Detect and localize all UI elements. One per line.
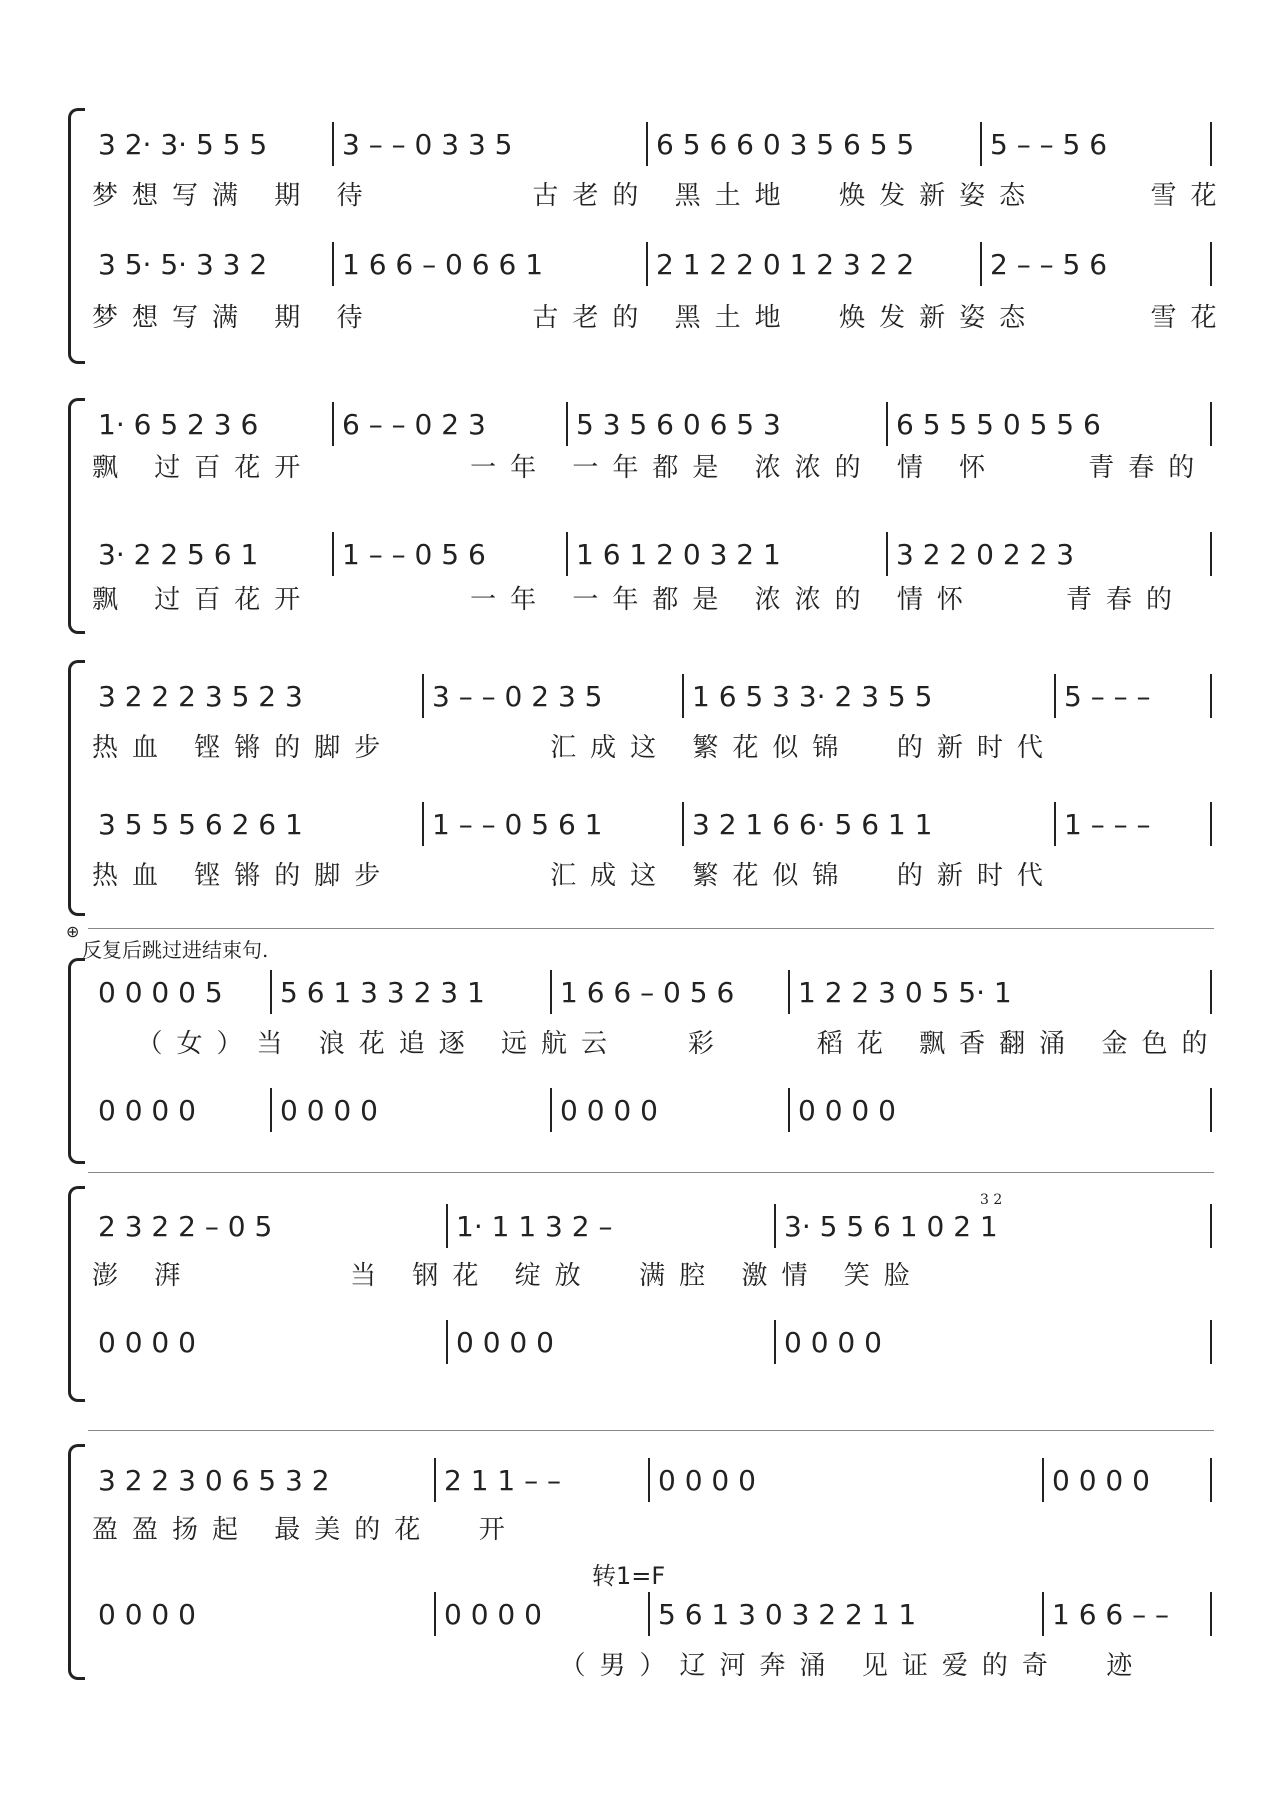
- notes: 6 – – 0 2 3: [342, 408, 486, 441]
- notes: 0 0 0 0: [456, 1326, 554, 1359]
- notes: 3 5 5 5 6 2 6 1: [98, 808, 303, 841]
- measure: [890, 398, 1190, 452]
- barline: [788, 1088, 790, 1132]
- voice-2-notes: [92, 528, 1214, 582]
- voice-2-lyrics: 梦想写满 期 待 古老的 黑土地 焕发新姿态 雪花: [92, 303, 1231, 333]
- voice-1-lyrics: 盈盈扬起 最美的花 开: [92, 1515, 519, 1545]
- notes: 0 0 0 0: [798, 1094, 896, 1127]
- voice-1-lyrics: 梦想写满 期 待 古老的 黑土地 焕发新姿态 雪花: [92, 181, 1231, 211]
- measure: [792, 1084, 1052, 1138]
- barline: [332, 532, 334, 576]
- voice-2-notes: [92, 798, 1214, 852]
- measure: [1058, 670, 1208, 724]
- measure: [686, 798, 1046, 852]
- notes: 1 6 5 3 3· 2 3 5 5: [692, 680, 933, 713]
- measure: [92, 1588, 372, 1642]
- notes: 3 2 2 2 3 5 2 3: [98, 680, 303, 713]
- separator-line: [88, 1430, 1214, 1431]
- voice-1-notes: [92, 1454, 1214, 1508]
- barline: [1210, 1592, 1212, 1636]
- notes: 3 5· 5· 3 3 2: [98, 248, 268, 281]
- measure: [778, 1316, 1078, 1370]
- barline: [550, 1088, 552, 1132]
- notes: 3 2 1 6 6· 5 6 1 1: [692, 808, 933, 841]
- notes: 1 2 2 3 0 5 5· 1: [798, 976, 1012, 1009]
- measure: [652, 1454, 932, 1508]
- system-3: [64, 650, 1214, 920]
- measure: [984, 118, 1184, 172]
- barline: [1210, 970, 1212, 1014]
- voice-1-notes: [92, 118, 1214, 172]
- notes: 0 0 0 0 5: [98, 976, 223, 1009]
- system-brace: [68, 108, 85, 364]
- measure: [450, 1200, 730, 1254]
- system-5: [64, 1166, 1214, 1416]
- measure: [438, 1454, 618, 1508]
- barline: [682, 802, 684, 846]
- notes: 0 0 0 0: [560, 1094, 658, 1127]
- system-4: [64, 922, 1222, 1172]
- measure: [336, 528, 576, 582]
- notes: 3 2 2 3 0 6 5 3 2: [98, 1464, 330, 1497]
- notes: 2 1 1 – –: [444, 1464, 562, 1497]
- system-1: [64, 98, 1231, 368]
- grace-notes: 3 2: [980, 1192, 1003, 1208]
- voice-2-lyrics: 热血 铿锵的脚步 汇成这 繁花似锦 的新时代: [92, 861, 1057, 891]
- measure: [92, 798, 412, 852]
- voice-1-notes: [92, 670, 1214, 724]
- notes: 2 – – 5 6: [990, 248, 1108, 281]
- barline: [980, 122, 982, 166]
- notes: 3· 5 5 6 1 0 2 1: [784, 1210, 998, 1243]
- measure: [336, 238, 636, 292]
- measure: [336, 398, 576, 452]
- notes: 1 6 6 – 0 6 6 1: [342, 248, 544, 281]
- measure: [1046, 1588, 1206, 1642]
- barline: [422, 674, 424, 718]
- measure: [92, 1084, 262, 1138]
- voice-1-lyrics: 澎 湃 当 钢花 绽放 满腔 激情 笑脸: [92, 1261, 924, 1291]
- barline: [1054, 802, 1056, 846]
- notes: 6 5 6 6 0 3 5 6 5 5: [656, 128, 915, 161]
- notes: 0 0 0 0: [280, 1094, 378, 1127]
- measure: [426, 670, 676, 724]
- barline: [434, 1592, 436, 1636]
- voice-1-notes: [92, 1200, 1214, 1254]
- barline: [566, 532, 568, 576]
- barline: [886, 402, 888, 446]
- system-brace: [68, 1444, 85, 1680]
- voice-1-notes: [92, 966, 1214, 1020]
- barline: [1210, 532, 1212, 576]
- measure: [792, 966, 1092, 1020]
- measure: [890, 528, 1190, 582]
- measure: [570, 528, 870, 582]
- measure: [92, 1454, 412, 1508]
- notes: 2 3 2 2 – 0 5: [98, 1210, 273, 1243]
- notes: 0 0 0 0: [784, 1326, 882, 1359]
- barline: [1210, 1204, 1212, 1248]
- notes: 3· 2 2 5 6 1: [98, 538, 259, 571]
- barline: [550, 970, 552, 1014]
- voice-1-notes: [92, 398, 1214, 452]
- barline: [332, 242, 334, 286]
- barline: [1054, 674, 1056, 718]
- barline: [1210, 674, 1212, 718]
- measure: [92, 238, 332, 292]
- measure: [92, 118, 332, 172]
- voice-1-lyrics: （女）当 浪花追逐 远航云 彩 稻花 飘香翻涌 金色的: [92, 1029, 1222, 1059]
- notes: 1· 6 5 2 3 6: [98, 408, 259, 441]
- barline: [332, 122, 334, 166]
- notes: 2 1 2 2 0 1 2 3 2 2: [656, 248, 915, 281]
- barline: [1210, 122, 1212, 166]
- voice-1-lyrics: 飘 过百花开 一年 一年都是 浓浓的 情 怀 青春的: [92, 453, 1209, 483]
- barline: [422, 802, 424, 846]
- notes: 1 – – –: [1064, 808, 1151, 841]
- notes: 1· 1 1 3 2 –: [456, 1210, 613, 1243]
- notes: 3 – – 0 3 3 5: [342, 128, 513, 161]
- measure: [92, 398, 332, 452]
- barline: [682, 674, 684, 718]
- system-brace: [68, 660, 85, 916]
- repeat-instruction: 反复后跳过进结束句.: [82, 938, 269, 962]
- barline: [270, 1088, 272, 1132]
- voice-1-lyrics: 热血 铿锵的脚步 汇成这 繁花似锦 的新时代: [92, 733, 1057, 763]
- measure: [426, 798, 676, 852]
- notes: 3 – – 0 2 3 5: [432, 680, 603, 713]
- notes: 0 0 0 0: [1052, 1464, 1150, 1497]
- notes: 0 0 0 0: [658, 1464, 756, 1497]
- measure: [1046, 1454, 1206, 1508]
- measure: [984, 238, 1184, 292]
- barline: [788, 970, 790, 1014]
- voice-2-lyrics: 飘 过百花开 一年 一年都是 浓浓的 情怀 青春的: [92, 585, 1186, 615]
- notes: 1 – – 0 5 6: [342, 538, 486, 571]
- notes: 5 6 1 3 0 3 2 2 1 1: [658, 1598, 917, 1631]
- key-change: 转1=F: [592, 1562, 666, 1590]
- system-brace: [68, 398, 85, 634]
- separator-line: [88, 1172, 1214, 1173]
- measure: [554, 966, 784, 1020]
- notes: 0 0 0 0: [98, 1326, 196, 1359]
- measure: [652, 1588, 1032, 1642]
- measure: [450, 1316, 730, 1370]
- barline: [1210, 1088, 1212, 1132]
- barline: [886, 532, 888, 576]
- system-brace: [68, 958, 85, 1164]
- voice-2-notes: [92, 1316, 1214, 1370]
- barline: [1210, 402, 1212, 446]
- barline: [566, 402, 568, 446]
- notes: 1 6 6 – 0 5 6: [560, 976, 735, 1009]
- system-6: [64, 1424, 1214, 1724]
- measure: [438, 1588, 618, 1642]
- barline: [434, 1458, 436, 1502]
- notes: 1 6 1 2 0 3 2 1: [576, 538, 781, 571]
- voice-2-notes: [92, 1084, 1214, 1138]
- measure: [686, 670, 1046, 724]
- notes: 5 – – –: [1064, 680, 1151, 713]
- notes: 5 3 5 6 0 6 5 3: [576, 408, 781, 441]
- measure: [92, 528, 332, 582]
- notes: 3 2· 3· 5 5 5: [98, 128, 268, 161]
- barline: [646, 242, 648, 286]
- barline: [446, 1320, 448, 1364]
- system-2: [64, 368, 1214, 638]
- barline: [774, 1320, 776, 1364]
- measure: [554, 1084, 714, 1138]
- voice-2-notes: [92, 1588, 1214, 1642]
- measure: [274, 1084, 524, 1138]
- barline: [446, 1204, 448, 1248]
- measure: [336, 118, 576, 172]
- notes: 1 6 6 – –: [1052, 1598, 1170, 1631]
- barline: [332, 402, 334, 446]
- notes: 0 0 0 0: [98, 1598, 196, 1631]
- measure: [570, 398, 870, 452]
- measure: [778, 1200, 1198, 1254]
- voice-2-notes: [92, 238, 1214, 292]
- notes: 5 – – 5 6: [990, 128, 1108, 161]
- barline: [646, 122, 648, 166]
- barline: [1210, 1458, 1212, 1502]
- barline: [270, 970, 272, 1014]
- barline: [1210, 802, 1212, 846]
- measure: [650, 238, 980, 292]
- barline: [1210, 242, 1212, 286]
- measure: [274, 966, 544, 1020]
- measure: [650, 118, 980, 172]
- barline: [1042, 1458, 1044, 1502]
- notes: 3 2 2 0 2 2 3: [896, 538, 1075, 571]
- system-brace: [68, 1186, 85, 1402]
- separator-line: [88, 928, 1214, 929]
- barline: [648, 1592, 650, 1636]
- barline: [1042, 1592, 1044, 1636]
- notes: 1 – – 0 5 6 1: [432, 808, 603, 841]
- measure: [92, 1200, 412, 1254]
- notes: 0 0 0 0: [98, 1094, 196, 1127]
- notes: 0 0 0 0: [444, 1598, 542, 1631]
- measure: [92, 1316, 372, 1370]
- barline: [648, 1458, 650, 1502]
- measure: [92, 966, 262, 1020]
- barline: [774, 1204, 776, 1248]
- segno-icon: ⊕: [66, 922, 80, 941]
- measure: [1058, 798, 1208, 852]
- notes: 6 5 5 5 0 5 5 6: [896, 408, 1101, 441]
- notes: 5 6 1 3 3 2 3 1: [280, 976, 485, 1009]
- measure: [92, 670, 412, 724]
- voice-2-lyrics: （男）辽河奔涌 见证爱的奇 迹: [92, 1651, 1147, 1681]
- barline: [1210, 1320, 1212, 1364]
- barline: [980, 242, 982, 286]
